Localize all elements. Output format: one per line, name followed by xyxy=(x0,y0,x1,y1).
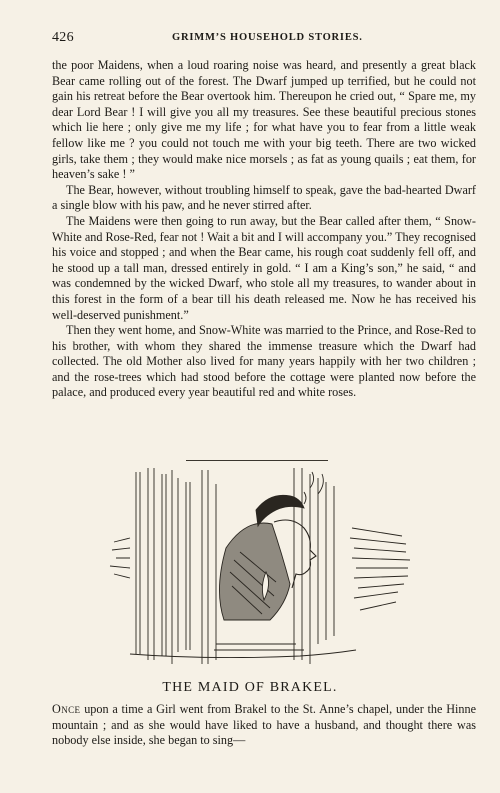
paragraph: The Bear, however, without troubling himself to speak, gave the bad-hearted Dwarf a single blow with his paw, and he never stirred after. xyxy=(52,182,476,213)
paragraph: the poor Maidens, when a loud roaring noise was heard, and presently a great black Bear came rolling out of the forest. The Dwarf jumped up terrified, but he could not gain his retreat before the Bear overtook him. Thereupon he cried out, “ Spare me, my dear Lord Bear ! I will give you all my treasures. See these beautiful precious stones which lie here ; only give me my life ; for what have you to fear from a little weak fellow like me ? you could not touch me with your big teeth. There are two wicked girls, take them ; they would make nice morsels ; as fat as young quails ; eat them, for heaven’s sake ! ” xyxy=(52,58,476,182)
section-divider xyxy=(186,460,328,461)
running-title: GRIMM’S HOUSEHOLD STORIES. xyxy=(172,32,363,43)
story-text xyxy=(52,58,476,401)
story-title: THE MAID OF BRAKEL. xyxy=(162,680,338,695)
opening-text: upon a time a Girl went from Brakel to the St. Anne’s chapel, under the Hinne mountain ; and as she would have liked to have a husband, and thought there was nobody else inside, she began to sing— xyxy=(52,702,476,748)
opening-paragraph xyxy=(52,702,476,749)
engraving-illustration xyxy=(106,464,428,674)
opening-word: Once xyxy=(52,702,81,716)
paragraph: The Maidens were then going to run away, but the Bear called after them, “ Snow-White and Rose-Red, fear not ! Wait a bit and I will accompany you.” They recognised his voice and stopped ; and when the Bear came, his rough coat suddenly fell off, and he stood up a tall man, dressed entirely in gold. “ I am a King’s son,” he said, “ and was condemned by the wicked Dwarf, who stole all my treasures, to wander about in this forest in the form of a bear till his death released me. Now he has received his well-deserved punishment.” xyxy=(52,213,476,322)
running-head xyxy=(52,30,478,48)
paragraph: Then they went home, and Snow-White was married to the Prince, and Rose-Red to his brother, with whom they shared the immense treasure which the Dwarf had collected. The old Mother also lived for many years happily with her two children ; and the rose-trees which had stood before the cottage were planted now before the palace, and produced every year beautiful red and white roses. xyxy=(52,323,476,400)
page-number: 426 xyxy=(52,30,74,45)
story-opening xyxy=(52,702,476,749)
